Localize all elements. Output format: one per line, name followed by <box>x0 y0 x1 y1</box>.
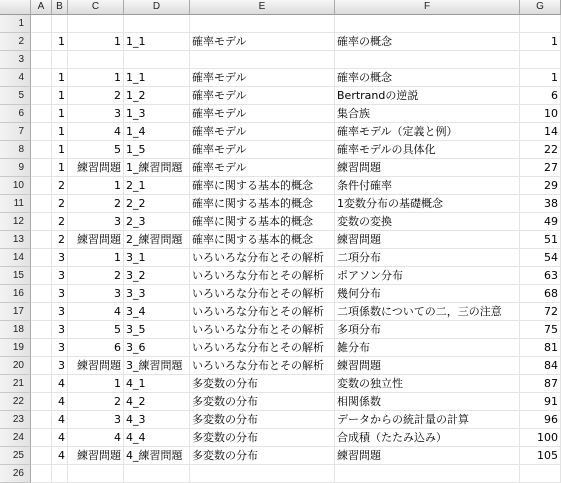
cell-b[interactable]: 3 <box>52 339 68 357</box>
table-row <box>0 195 561 213</box>
table-row <box>0 159 561 177</box>
cell-d[interactable]: 3_1 <box>124 249 190 267</box>
cell-g[interactable]: 84 <box>520 357 561 375</box>
cell-b[interactable]: 2 <box>52 231 68 249</box>
cell-f[interactable] <box>335 15 520 33</box>
cell-f[interactable]: 練習問題 <box>335 159 520 177</box>
select-all-corner[interactable] <box>0 0 31 15</box>
cell-c[interactable] <box>68 51 124 69</box>
cell-f[interactable]: 確率の概念 <box>335 69 520 87</box>
table-row <box>0 105 561 123</box>
cell-c[interactable] <box>68 15 124 33</box>
cell-e[interactable]: 多変数の分布 <box>190 375 335 393</box>
row-header[interactable]: 23 <box>0 411 31 429</box>
table-row <box>0 393 561 411</box>
cell-g[interactable]: 81 <box>520 339 561 357</box>
cell-c[interactable] <box>68 465 124 483</box>
table-row <box>0 267 561 285</box>
cell-f[interactable] <box>335 465 520 483</box>
table-row <box>0 123 561 141</box>
cell-d[interactable]: 3_2 <box>124 267 190 285</box>
cell-g[interactable]: 72 <box>520 303 561 321</box>
cell-b[interactable]: 4 <box>52 429 68 447</box>
table-row <box>0 87 561 105</box>
cell-a[interactable] <box>31 375 52 393</box>
cell-b[interactable]: 3 <box>52 357 68 375</box>
row-header[interactable]: 17 <box>0 303 31 321</box>
cell-a[interactable] <box>31 411 52 429</box>
cell-b[interactable]: 2 <box>52 213 68 231</box>
cell-g[interactable]: 14 <box>520 123 561 141</box>
cell-a[interactable] <box>31 15 52 33</box>
cell-e[interactable] <box>190 15 335 33</box>
cell-g[interactable]: 22 <box>520 141 561 159</box>
cell-c[interactable]: 練習問題 <box>68 357 124 375</box>
table-row <box>0 321 561 339</box>
cell-f[interactable]: データからの統計量の計算 <box>335 411 520 429</box>
cell-f[interactable]: 練習問題 <box>335 231 520 249</box>
cell-g[interactable]: 91 <box>520 393 561 411</box>
cell-a[interactable] <box>31 51 52 69</box>
cell-g[interactable]: 1 <box>520 33 561 51</box>
cell-f[interactable] <box>335 51 520 69</box>
table-row <box>0 429 561 447</box>
cell-b[interactable] <box>52 51 68 69</box>
cell-e[interactable]: いろいろな分布とその解析 <box>190 339 335 357</box>
cell-d[interactable]: 4_2 <box>124 393 190 411</box>
cell-b[interactable]: 1 <box>52 69 68 87</box>
cell-e[interactable]: いろいろな分布とその解析 <box>190 285 335 303</box>
cell-e[interactable]: 多変数の分布 <box>190 393 335 411</box>
cell-d[interactable] <box>124 51 190 69</box>
cell-a[interactable] <box>31 231 52 249</box>
cell-e[interactable]: 確率モデル <box>190 123 335 141</box>
cell-d[interactable]: 4_練習問題 <box>124 447 190 465</box>
cell-a[interactable] <box>31 321 52 339</box>
cell-e[interactable]: 確率モデル <box>190 141 335 159</box>
cell-c[interactable]: 練習問題 <box>68 231 124 249</box>
cell-d[interactable]: 3_5 <box>124 321 190 339</box>
column-header-a[interactable]: A <box>31 0 52 15</box>
cell-e[interactable]: いろいろな分布とその解析 <box>190 357 335 375</box>
cell-c[interactable]: 2 <box>68 87 124 105</box>
cell-g[interactable] <box>520 15 561 33</box>
cell-e[interactable]: 多変数の分布 <box>190 429 335 447</box>
cell-g[interactable]: 68 <box>520 285 561 303</box>
cell-c[interactable]: 2 <box>68 393 124 411</box>
cell-f[interactable]: 練習問題 <box>335 447 520 465</box>
table-row <box>0 411 561 429</box>
cell-g[interactable]: 29 <box>520 177 561 195</box>
cell-d[interactable]: 1_5 <box>124 141 190 159</box>
cell-a[interactable] <box>31 213 52 231</box>
column-header-b[interactable]: B <box>52 0 68 15</box>
cell-a[interactable] <box>31 159 52 177</box>
cell-f[interactable]: 合成積（たたみ込み） <box>335 429 520 447</box>
cell-e[interactable]: 確率モデル <box>190 159 335 177</box>
table-row <box>0 447 561 465</box>
table-row <box>0 69 561 87</box>
cell-c[interactable]: 5 <box>68 141 124 159</box>
cell-a[interactable] <box>31 123 52 141</box>
cell-d[interactable]: 3_練習問題 <box>124 357 190 375</box>
cell-d[interactable] <box>124 465 190 483</box>
cell-g[interactable]: 75 <box>520 321 561 339</box>
row-header[interactable]: 8 <box>0 141 31 159</box>
table-row <box>0 249 561 267</box>
cell-b[interactable]: 3 <box>52 321 68 339</box>
cell-d[interactable]: 2_2 <box>124 195 190 213</box>
cell-b[interactable]: 1 <box>52 87 68 105</box>
cell-b[interactable]: 3 <box>52 303 68 321</box>
row-header[interactable]: 20 <box>0 357 31 375</box>
cell-a[interactable] <box>31 303 52 321</box>
row-header[interactable]: 14 <box>0 249 31 267</box>
table-row <box>0 375 561 393</box>
cell-c[interactable]: 1 <box>68 177 124 195</box>
cell-d[interactable]: 4_3 <box>124 411 190 429</box>
cell-c[interactable]: 3 <box>68 213 124 231</box>
cell-c[interactable]: 4 <box>68 429 124 447</box>
cell-c[interactable]: 1 <box>68 33 124 51</box>
cell-d[interactable]: 4_1 <box>124 375 190 393</box>
row-header[interactable]: 26 <box>0 465 31 483</box>
cell-b[interactable]: 4 <box>52 447 68 465</box>
cell-d[interactable]: 1_練習問題 <box>124 159 190 177</box>
cell-a[interactable] <box>31 429 52 447</box>
cell-f[interactable]: 確率の概念 <box>335 33 520 51</box>
cell-e[interactable]: いろいろな分布とその解析 <box>190 321 335 339</box>
cell-c[interactable]: 6 <box>68 339 124 357</box>
cell-d[interactable]: 1_4 <box>124 123 190 141</box>
row-header[interactable]: 5 <box>0 87 31 105</box>
cell-a[interactable] <box>31 249 52 267</box>
cell-b[interactable]: 1 <box>52 33 68 51</box>
row-header[interactable]: 4 <box>0 69 31 87</box>
table-row <box>0 51 561 69</box>
cell-d[interactable] <box>124 15 190 33</box>
cell-g[interactable]: 51 <box>520 231 561 249</box>
row-header[interactable]: 25 <box>0 447 31 465</box>
cell-e[interactable]: 確率に関する基本的概念 <box>190 213 335 231</box>
cell-a[interactable] <box>31 465 52 483</box>
row-header[interactable]: 12 <box>0 213 31 231</box>
cell-e[interactable]: 確率モデル <box>190 87 335 105</box>
row-header[interactable]: 11 <box>0 195 31 213</box>
cell-f[interactable]: 変数の独立性 <box>335 375 520 393</box>
column-header-c[interactable]: C <box>68 0 124 15</box>
cell-g[interactable]: 105 <box>520 447 561 465</box>
cell-e[interactable]: 確率に関する基本的概念 <box>190 195 335 213</box>
cell-e[interactable]: 多変数の分布 <box>190 411 335 429</box>
column-header-d[interactable]: D <box>124 0 190 15</box>
row-header[interactable]: 22 <box>0 393 31 411</box>
table-row <box>0 231 561 249</box>
cell-e[interactable]: 確率モデル <box>190 105 335 123</box>
cell-d[interactable]: 1_1 <box>124 69 190 87</box>
cell-f[interactable]: 雑分布 <box>335 339 520 357</box>
cell-c[interactable]: 2 <box>68 195 124 213</box>
cell-a[interactable] <box>31 141 52 159</box>
row-header[interactable]: 10 <box>0 177 31 195</box>
cell-c[interactable]: 3 <box>68 105 124 123</box>
cell-e[interactable]: 確率に関する基本的概念 <box>190 231 335 249</box>
row-header[interactable]: 16 <box>0 285 31 303</box>
column-header-f[interactable]: F <box>335 0 520 15</box>
cell-g[interactable] <box>520 51 561 69</box>
cell-a[interactable] <box>31 447 52 465</box>
cell-a[interactable] <box>31 177 52 195</box>
cell-g[interactable]: 27 <box>520 159 561 177</box>
cell-f[interactable]: 二項係数についての二，三の注意 <box>335 303 520 321</box>
row-header[interactable]: 13 <box>0 231 31 249</box>
cell-e[interactable] <box>190 51 335 69</box>
cell-d[interactable]: 2_1 <box>124 177 190 195</box>
row-header[interactable]: 9 <box>0 159 31 177</box>
table-row <box>0 33 561 51</box>
table-row <box>0 285 561 303</box>
cell-g[interactable]: 49 <box>520 213 561 231</box>
cell-g[interactable]: 87 <box>520 375 561 393</box>
cell-c[interactable]: 1 <box>68 375 124 393</box>
cell-c[interactable]: 練習問題 <box>68 447 124 465</box>
row-header[interactable]: 2 <box>0 33 31 51</box>
cell-g[interactable]: 10 <box>520 105 561 123</box>
row-header[interactable]: 19 <box>0 339 31 357</box>
cell-a[interactable] <box>31 87 52 105</box>
cell-b[interactable]: 2 <box>52 195 68 213</box>
cell-c[interactable]: 1 <box>68 249 124 267</box>
cell-f[interactable]: 多項分布 <box>335 321 520 339</box>
cell-c[interactable]: 3 <box>68 285 124 303</box>
row-header[interactable]: 18 <box>0 321 31 339</box>
cell-f[interactable]: 条件付確率 <box>335 177 520 195</box>
row-header[interactable]: 1 <box>0 15 31 33</box>
cell-b[interactable] <box>52 15 68 33</box>
cell-c[interactable]: 練習問題 <box>68 159 124 177</box>
cell-c[interactable]: 5 <box>68 321 124 339</box>
cell-d[interactable]: 1_2 <box>124 87 190 105</box>
row-header[interactable]: 3 <box>0 51 31 69</box>
cell-d[interactable]: 3_4 <box>124 303 190 321</box>
cell-g[interactable]: 96 <box>520 411 561 429</box>
cell-a[interactable] <box>31 285 52 303</box>
cell-b[interactable]: 3 <box>52 249 68 267</box>
row-header[interactable]: 7 <box>0 123 31 141</box>
cell-e[interactable]: 確率モデル <box>190 69 335 87</box>
cell-d[interactable]: 1_1 <box>124 33 190 51</box>
cell-d[interactable]: 3_6 <box>124 339 190 357</box>
cell-f[interactable]: 練習問題 <box>335 357 520 375</box>
cell-f[interactable]: 集合族 <box>335 105 520 123</box>
row-header[interactable]: 6 <box>0 105 31 123</box>
cell-f[interactable]: 確率モデル（定義と例） <box>335 123 520 141</box>
cell-f[interactable]: ポアソン分布 <box>335 267 520 285</box>
cell-b[interactable]: 1 <box>52 141 68 159</box>
cell-d[interactable]: 2_練習問題 <box>124 231 190 249</box>
cell-a[interactable] <box>31 267 52 285</box>
cell-d[interactable]: 1_3 <box>124 105 190 123</box>
cell-a[interactable] <box>31 69 52 87</box>
cell-g[interactable]: 63 <box>520 267 561 285</box>
cell-f[interactable]: 幾何分布 <box>335 285 520 303</box>
row-header[interactable]: 24 <box>0 429 31 447</box>
table-row <box>0 177 561 195</box>
cell-a[interactable] <box>31 339 52 357</box>
cell-e[interactable]: 多変数の分布 <box>190 447 335 465</box>
cell-d[interactable]: 4_4 <box>124 429 190 447</box>
cell-g[interactable]: 6 <box>520 87 561 105</box>
cell-d[interactable]: 2_3 <box>124 213 190 231</box>
cell-f[interactable]: Bertrandの逆説 <box>335 87 520 105</box>
cell-a[interactable] <box>31 357 52 375</box>
table-row <box>0 213 561 231</box>
cell-f[interactable]: 変数の変換 <box>335 213 520 231</box>
cell-a[interactable] <box>31 195 52 213</box>
cell-b[interactable]: 1 <box>52 159 68 177</box>
cell-c[interactable]: 3 <box>68 411 124 429</box>
cell-g[interactable]: 1 <box>520 69 561 87</box>
cell-e[interactable]: 確率に関する基本的概念 <box>190 177 335 195</box>
cell-a[interactable] <box>31 105 52 123</box>
row-header[interactable]: 15 <box>0 267 31 285</box>
row-header[interactable]: 21 <box>0 375 31 393</box>
table-row <box>0 357 561 375</box>
cell-g[interactable]: 38 <box>520 195 561 213</box>
cell-c[interactable]: 4 <box>68 123 124 141</box>
cell-f[interactable]: 1変数分布の基礎概念 <box>335 195 520 213</box>
cell-e[interactable]: いろいろな分布とその解析 <box>190 303 335 321</box>
cell-c[interactable]: 1 <box>68 69 124 87</box>
cell-d[interactable]: 3_3 <box>124 285 190 303</box>
cell-g[interactable]: 54 <box>520 249 561 267</box>
cell-a[interactable] <box>31 393 52 411</box>
cell-e[interactable]: いろいろな分布とその解析 <box>190 249 335 267</box>
cell-c[interactable]: 2 <box>68 267 124 285</box>
cell-b[interactable]: 3 <box>52 285 68 303</box>
column-header-row <box>0 0 561 15</box>
table-row <box>0 339 561 357</box>
cell-e[interactable] <box>190 465 335 483</box>
cell-f[interactable]: 相関係数 <box>335 393 520 411</box>
cell-e[interactable]: いろいろな分布とその解析 <box>190 267 335 285</box>
column-header-g[interactable]: G <box>520 0 561 15</box>
cell-e[interactable]: 確率モデル <box>190 33 335 51</box>
cell-b[interactable]: 4 <box>52 411 68 429</box>
cell-a[interactable] <box>31 33 52 51</box>
table-row <box>0 465 561 483</box>
column-header-e[interactable]: E <box>190 0 335 15</box>
cell-b[interactable]: 1 <box>52 105 68 123</box>
cell-b[interactable] <box>52 465 68 483</box>
cell-g[interactable] <box>520 465 561 483</box>
table-row <box>0 141 561 159</box>
cell-b[interactable]: 2 <box>52 177 68 195</box>
cell-b[interactable]: 4 <box>52 393 68 411</box>
table-row <box>0 15 561 33</box>
cell-g[interactable]: 100 <box>520 429 561 447</box>
cell-b[interactable]: 3 <box>52 267 68 285</box>
cell-c[interactable]: 4 <box>68 303 124 321</box>
cell-f[interactable]: 二項分布 <box>335 249 520 267</box>
cell-f[interactable]: 確率モデルの具体化 <box>335 141 520 159</box>
cell-b[interactable]: 4 <box>52 375 68 393</box>
cell-b[interactable]: 1 <box>52 123 68 141</box>
table-row <box>0 303 561 321</box>
